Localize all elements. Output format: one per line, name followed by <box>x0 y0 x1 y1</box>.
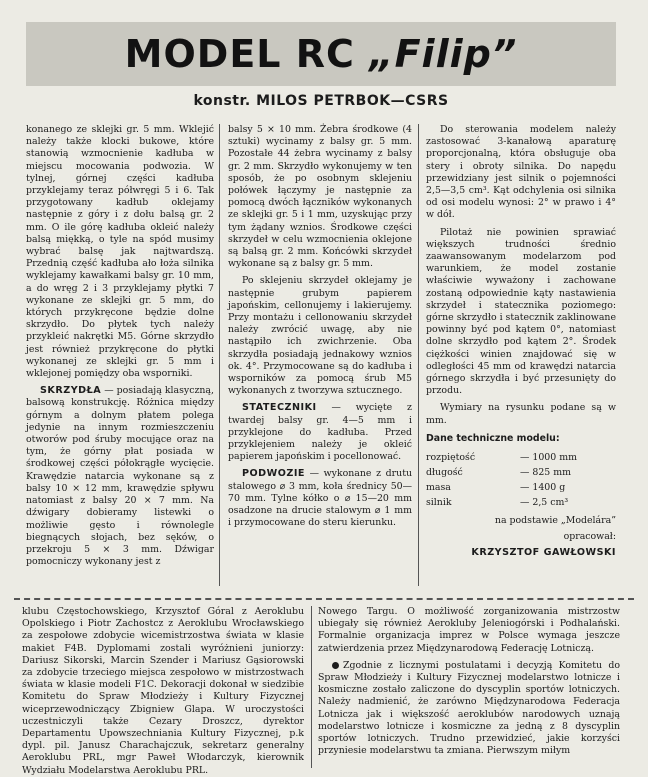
spec-row: masa — 1400 g <box>426 482 566 494</box>
specs-table <box>426 451 616 511</box>
news-column-1 <box>22 606 304 776</box>
paragraph: Nowego Targu. O możliwość zorganizowania mistrzostw ubiegały się również Aerokluby Jeleniogórski i Podhalański. Formalnie organizacja imprez w Polsce wymaga jeszcze zatwierdzenia przez Międzynarodową Federację Lotniczą. <box>318 606 620 654</box>
paragraph: klubu Częstochowskiego, Krzysztof Góral z Aeroklubu Opolskiego i Piotr Zachostcz z Aeroklubu Wrocławskiego za zespołowe zdobycie wicemistrzostwa świata w klasie makiet F4B. Dyplomami zostali wyróżnieni juniorzy: Dariusz Sikorski, Marcin Szender i Mariusz Gąsiorowski za zdobycie trzeciego miejsca zespołowo w mistrzostwach świata w klasie modeli F1C. Dekoracji dokonał w siedzibie Komitetu do Spraw Młodzieży i Kultury Fizycznej wiceprzewodniczący Zbigniew Glapa. W uroczystości uczestniczyli także Cezary Droszcz, dyrektor Departamentu Upowszechniania Kultury Fizycznej, p.k dypl. pil. Janusz Charachajczuk, sekretarz generalny Aeroklubu PRL, mgr Paweł Włodarczyk, kierownik Wydziału Modelarstwa Aeroklubu PRL. <box>22 606 304 776</box>
article-title: MODEL RC „Filip” <box>124 32 518 76</box>
column-divider <box>311 606 312 768</box>
paragraph: Po sklejeniu skrzydeł oklejamy je następnie grubym papierem japońskim, cellonujemy i lakierujemy. Przy montażu i cellonowaniu skrzydeł należy zwrócić uwagę, aby nie nastąpiło ich zwichrzenie. Oba skrzydła posiadają jednakowy wznios ok. 4°. Przymocowane są do kadłuba i wsporników za pomocą śrub M5 wykonanych z tworzywa sztucznego. <box>228 275 412 397</box>
spec-row: długość — 825 mm <box>426 467 572 479</box>
specs-heading: Dane techniczne modelu: <box>426 432 560 444</box>
news-column-2 <box>318 606 620 768</box>
section-heading: STATECZNIKI <box>242 402 317 414</box>
paragraph-bulleted: Zgodnie z licznymi postulatami i decyzją Komitetu do Spraw Młodzieży i Kultury Fizycznej modelarstwo lotnicze i kosmiczne zostało zaliczone do dyscyplin sportów lotniczych. Należy nadmienić, że zarówno Międzynarodowa Federacja Lotnicza jak i większość aeroklubów narodowych uznają modelarstwo lotnicze i kosmiczne za jedną z 8 dyscyplin sportów lotniczych. Trudno przewidzieć, jakie korzyści przyniesie modelarstwu ta zmiana. Pierwszym miłym <box>318 659 620 757</box>
spec-row: rozpiętość — 1000 mm <box>426 452 577 464</box>
article-column-3 <box>426 124 616 594</box>
section-heading: SKRZYDŁA <box>40 385 102 397</box>
paragraph: Do sterowania modelem należy zastosować 3-kanałową aparaturę proporcjonalną, która obsługuje oba stery i obroty silnika. Do napędu przewidziany jest silnik o pojemności 2,5—3,5 cm³. Kąt odchylenia osi silnika od osi modelu wynosi: 2° w prawo i 4° w dół. <box>426 124 616 221</box>
paragraph: Wymiary na rysunku podane są w mm. <box>426 402 616 426</box>
paragraph-skrzydla: SKRZYDŁA — posiadają klasyczną, balsową konstrukcję. Różnica między górnym a dolnym płatem polega jedynie na innym rozmieszczeniu otworów pod śruby mocujące oraz na tym, że górny płat posiada w środkowej części półokrągłe wycięcie. Krawędzie natarcia wykonane są z balsy 10 × 12 mm, krawędzie spływu natomiast z balsy 20 × 7 mm. Na dźwigary dobieramy listewki o możliwie gęsto i równolegle biegnących słojach, bez sęków, o przekroju 5 × 3 mm. Dźwigar pomocniczy wykonany jest z <box>26 385 214 568</box>
column-divider <box>418 124 419 586</box>
paragraph-stateczniki: STATECZNIKI — wycięte z twardej balsy gr. 4—5 mm i przyklejone do kadłuba. Przed przyklejeniem należy je okleić papierem japońskim i pocellonować. <box>228 402 412 463</box>
column-divider <box>219 124 220 586</box>
paragraph: Pilotaż nie powinien sprawiać większych trudności średnio zaawansowanym modelarzom pod warunkiem, że model zostanie właściwie wyważony i zachowane zostaną odpowiednie kąty nastawienia skrzydeł i statecznika poziomego: górne skrzydło i statecznik zaklinowane powinny być pod kątem 0°, natomiast dolne skrzydło pod kątem 2°. Środek ciężkości winien znajdować się w odległości 45 mm od krawędzi natarcia górnego skrzydła i być przesunięty do przodu. <box>426 226 617 397</box>
paragraph-podwozie: PODWOZIE — wykonane z drutu stalowego ⌀ 3 mm, koła średnicy 50—70 mm. Tylne kółko o ⌀ 15—20 mm osadzone na drucie stalowym ⌀ 1 mm i przymocowane do steru kierunku. <box>228 468 412 529</box>
article-header <box>26 16 626 116</box>
paragraph: balsy 5 × 10 mm. Żebra środkowe (4 sztuki) wycinamy z balsy gr. 5 mm. Pozostałe 44 żebra wycinamy z balsy gr. 2 mm. Skrzydło wykonujemy w ten sposób, że po osobnym sklejeniu połówek łączymy je następnie za pomocą dwóch łączników wykonanych ze sklejki gr. 5 i 1 mm, uzyskując przy tym żądany wznios. Środkowe części skrzydeł w celu wzmocnienia oklejone są balsą gr. 2 mm. Końcówki skrzydeł wykonane są z balsy gr. 5 mm. <box>228 124 412 270</box>
author-name: KRZYSZTOF GAWŁOWSKI <box>471 547 616 559</box>
section-heading: PODWOZIE <box>242 468 305 480</box>
spec-row: silnik — 2,5 cm³ <box>426 497 569 509</box>
article-column-1 <box>26 124 214 584</box>
section-separator <box>14 598 634 600</box>
article-column-2 <box>228 124 412 584</box>
article-subtitle: konstr. MILOS PETRBOK—CSRS <box>193 93 449 109</box>
editor-credit: opracował: <box>563 531 616 543</box>
source-credit: na podstawie „Modelára” <box>494 515 616 527</box>
bullet-icon <box>332 662 339 669</box>
paragraph: konanego ze sklejki gr. 5 mm. Wklejić należy także klocki bukowe, które stanowią wzmocnienie kadłuba w miejscu mocowania podwozia. W tylnej, górnej części kadłuba przyklejamy teraz półwręgi 5 i 6. Tak przygotowany kadłub oklejamy następnie z góry i z dołu balsą gr. 2 mm. O ile górę kadłuba okleić należy balsą miękką, o tyle na spód musimy wybrać balsę jak najtwardszą. Przednią część kadłuba ało łoża silnika wyklejamy kawałkami balsy gr. 10 mm, a do wręg 2 i 3 przyklejamy płytki 7 wykonane ze sklejki gr. 5 mm, do których przykręcone będzie dolne skrzydło. Do płytek tych należy przykleić nakrętki M5. Górne skrzydło jest również przykręcone do płytki wykonanej ze sklejki gr. 5 mm i wklejonej pomiędzy oba wsporniki. <box>26 124 214 380</box>
